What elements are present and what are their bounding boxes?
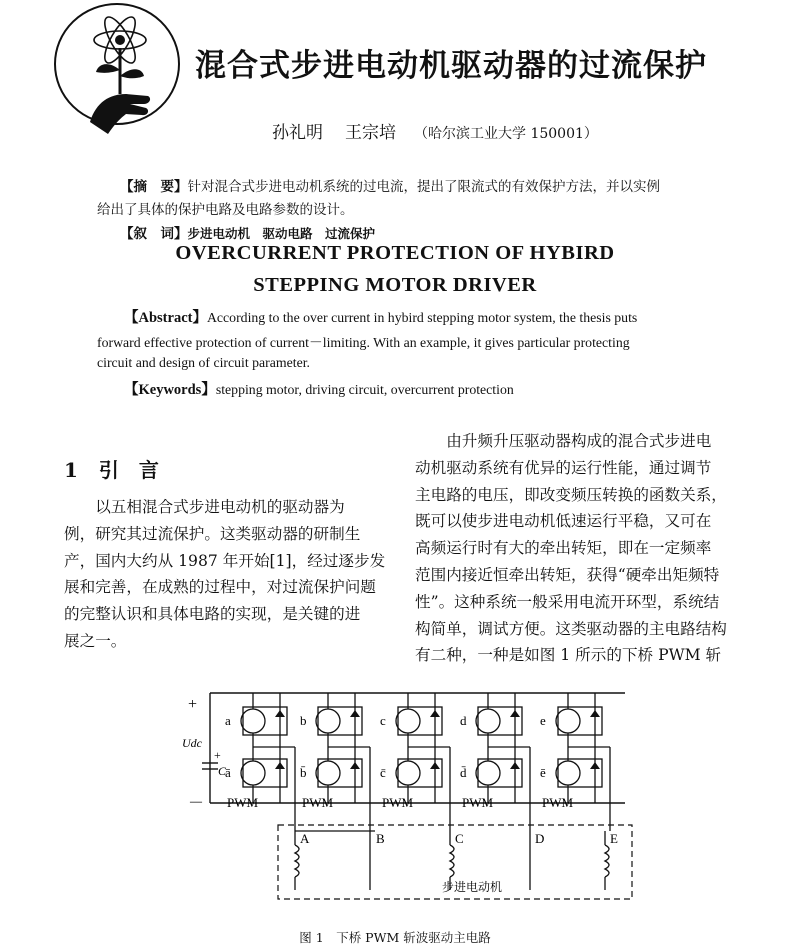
leg-e bbox=[540, 693, 610, 831]
left-col-line: 以五相混合式步进电动机的驱动器为 bbox=[64, 498, 345, 516]
left-col-line: 产，国内大约从 1987 年开始[1]，经过逐步发 bbox=[64, 551, 386, 570]
pwm-label: PWM bbox=[542, 795, 574, 810]
right-col-line: 有二种，一种是如图 1 所示的下桥 PWM 斩 bbox=[415, 646, 722, 665]
right-col-line: 既可以使步进电动机低速运行平稳，又可在 bbox=[415, 512, 712, 531]
phase-label: B bbox=[376, 831, 385, 846]
left-col-line: 的完整认识和具体电路的实现，是关键的进 bbox=[64, 605, 361, 624]
abstract-cn-line2: 给出了具体的保护电路及电路参数的设计。 bbox=[97, 202, 354, 218]
circuit-diagram bbox=[180, 685, 640, 915]
keywords-cn bbox=[120, 222, 375, 242]
udc-label: Udc bbox=[182, 736, 202, 750]
right-col-line: 性”。这种系统一般采用电流开环型，系统结 bbox=[415, 592, 720, 611]
author-1: 孙礼明 bbox=[272, 123, 323, 143]
journal-logo bbox=[52, 2, 182, 142]
authors-line bbox=[272, 118, 598, 143]
abstract-cn-text1: 针对混合式步进电动机系统的过电流，提出了限流式的有效保护方法，并以实例 bbox=[187, 179, 660, 195]
switch-label-lower: d̄ bbox=[460, 765, 467, 780]
switch-label-upper: e bbox=[540, 713, 546, 728]
right-col-line: 高频运行时有大的牵出转矩，即在一定频率 bbox=[415, 539, 712, 558]
left-col-line: 例，研究其过流保护。这类驱动器的研制生 bbox=[64, 524, 361, 543]
pwm-label: PWM bbox=[382, 795, 414, 810]
right-col-line: 范围内接近恒牵出转矩，获得“硬牵出矩频特 bbox=[415, 565, 720, 584]
abstract-en-line1 bbox=[124, 306, 637, 327]
abstract-en-text1: According to the over current in hybird stepping motor system, the thesis puts bbox=[206, 310, 638, 325]
phase-label: A bbox=[300, 831, 310, 846]
leg-d bbox=[460, 693, 530, 831]
phase-label: D bbox=[535, 831, 545, 846]
right-col-line: 动机驱动系统有优异的运行性能，通过调节 bbox=[415, 458, 712, 477]
section-number: 1 bbox=[64, 458, 78, 482]
leg-c bbox=[380, 693, 450, 831]
keywords-en-text: stepping motor, driving circuit, overcurrent protection bbox=[215, 382, 514, 397]
english-title-line1: OVERCURRENT PROTECTION OF HYBIRD bbox=[175, 242, 615, 264]
switch-label-upper: d bbox=[460, 713, 467, 728]
capacitor-label: C bbox=[218, 764, 227, 778]
switch-label-lower: ā bbox=[225, 765, 231, 780]
atom-flower-hand-icon bbox=[52, 2, 182, 142]
right-col-line: 构简单，调试方便。这类驱动器的主电路结构 bbox=[415, 619, 727, 638]
keywords-cn-tag: 【叙 词】 bbox=[120, 226, 188, 242]
cap-plus-label: + bbox=[214, 748, 221, 762]
minus-label: － bbox=[188, 795, 205, 812]
pwm-label: PWM bbox=[302, 795, 334, 810]
switch-label-lower: ē bbox=[540, 765, 546, 780]
right-col-line: 由升频升压驱动器构成的混合式步进电 bbox=[415, 432, 712, 450]
figure-caption: 图 1 下桥 PWM 斩波驱动主电路 bbox=[299, 930, 491, 945]
keywords-en bbox=[124, 378, 514, 399]
plus-label: + bbox=[188, 696, 198, 713]
abstract-en-line2: forward effective protection of current－limiting. With an example, it gives particular protecting bbox=[97, 335, 630, 350]
keywords-en-tag: 【Keywords】 bbox=[124, 382, 216, 398]
right-column bbox=[415, 428, 735, 669]
section-heading bbox=[64, 454, 159, 483]
leg-a bbox=[225, 693, 295, 831]
page-title: 混合式步进电动机驱动器的过流保护 bbox=[195, 48, 707, 84]
abstract-en-line3: circuit and design of circuit parameter. bbox=[97, 355, 310, 370]
pwm-label: PWM bbox=[462, 795, 494, 810]
left-col-line: 展之一。 bbox=[64, 631, 127, 650]
motor-label: 步进电动机 bbox=[442, 880, 503, 894]
left-col-line: 展和完善，在成熟的过程中，对过流保护问题 bbox=[64, 578, 376, 597]
switch-label-upper: a bbox=[225, 713, 231, 728]
abstract-cn-tag: 【摘 要】 bbox=[120, 179, 188, 195]
leg-b bbox=[300, 693, 370, 831]
abstract-cn-line1 bbox=[120, 175, 660, 195]
phase-label: C bbox=[455, 831, 464, 846]
left-column bbox=[64, 494, 384, 655]
switch-label-lower: c̄ bbox=[380, 765, 386, 780]
switch-legs bbox=[225, 693, 610, 831]
phase-label: E bbox=[610, 831, 618, 846]
pwm-label: PWM bbox=[227, 795, 259, 810]
switch-label-upper: c bbox=[380, 713, 386, 728]
switch-label-upper: b bbox=[300, 713, 307, 728]
abstract-en-tag: 【Abstract】 bbox=[124, 310, 207, 326]
author-2: 王宗培 bbox=[345, 123, 396, 143]
right-col-line: 主电路的电压，即改变频压转换的函数关系， bbox=[415, 485, 727, 504]
section-title: 引 言 bbox=[98, 458, 159, 482]
english-title-line2: STEPPING MOTOR DRIVER bbox=[253, 274, 537, 296]
affiliation: （哈尔滨工业大学 150001） bbox=[414, 126, 598, 142]
switch-label-lower: b̄ bbox=[300, 765, 307, 780]
keywords-cn-text: 步进电动机 驱动电路 过流保护 bbox=[187, 226, 376, 241]
